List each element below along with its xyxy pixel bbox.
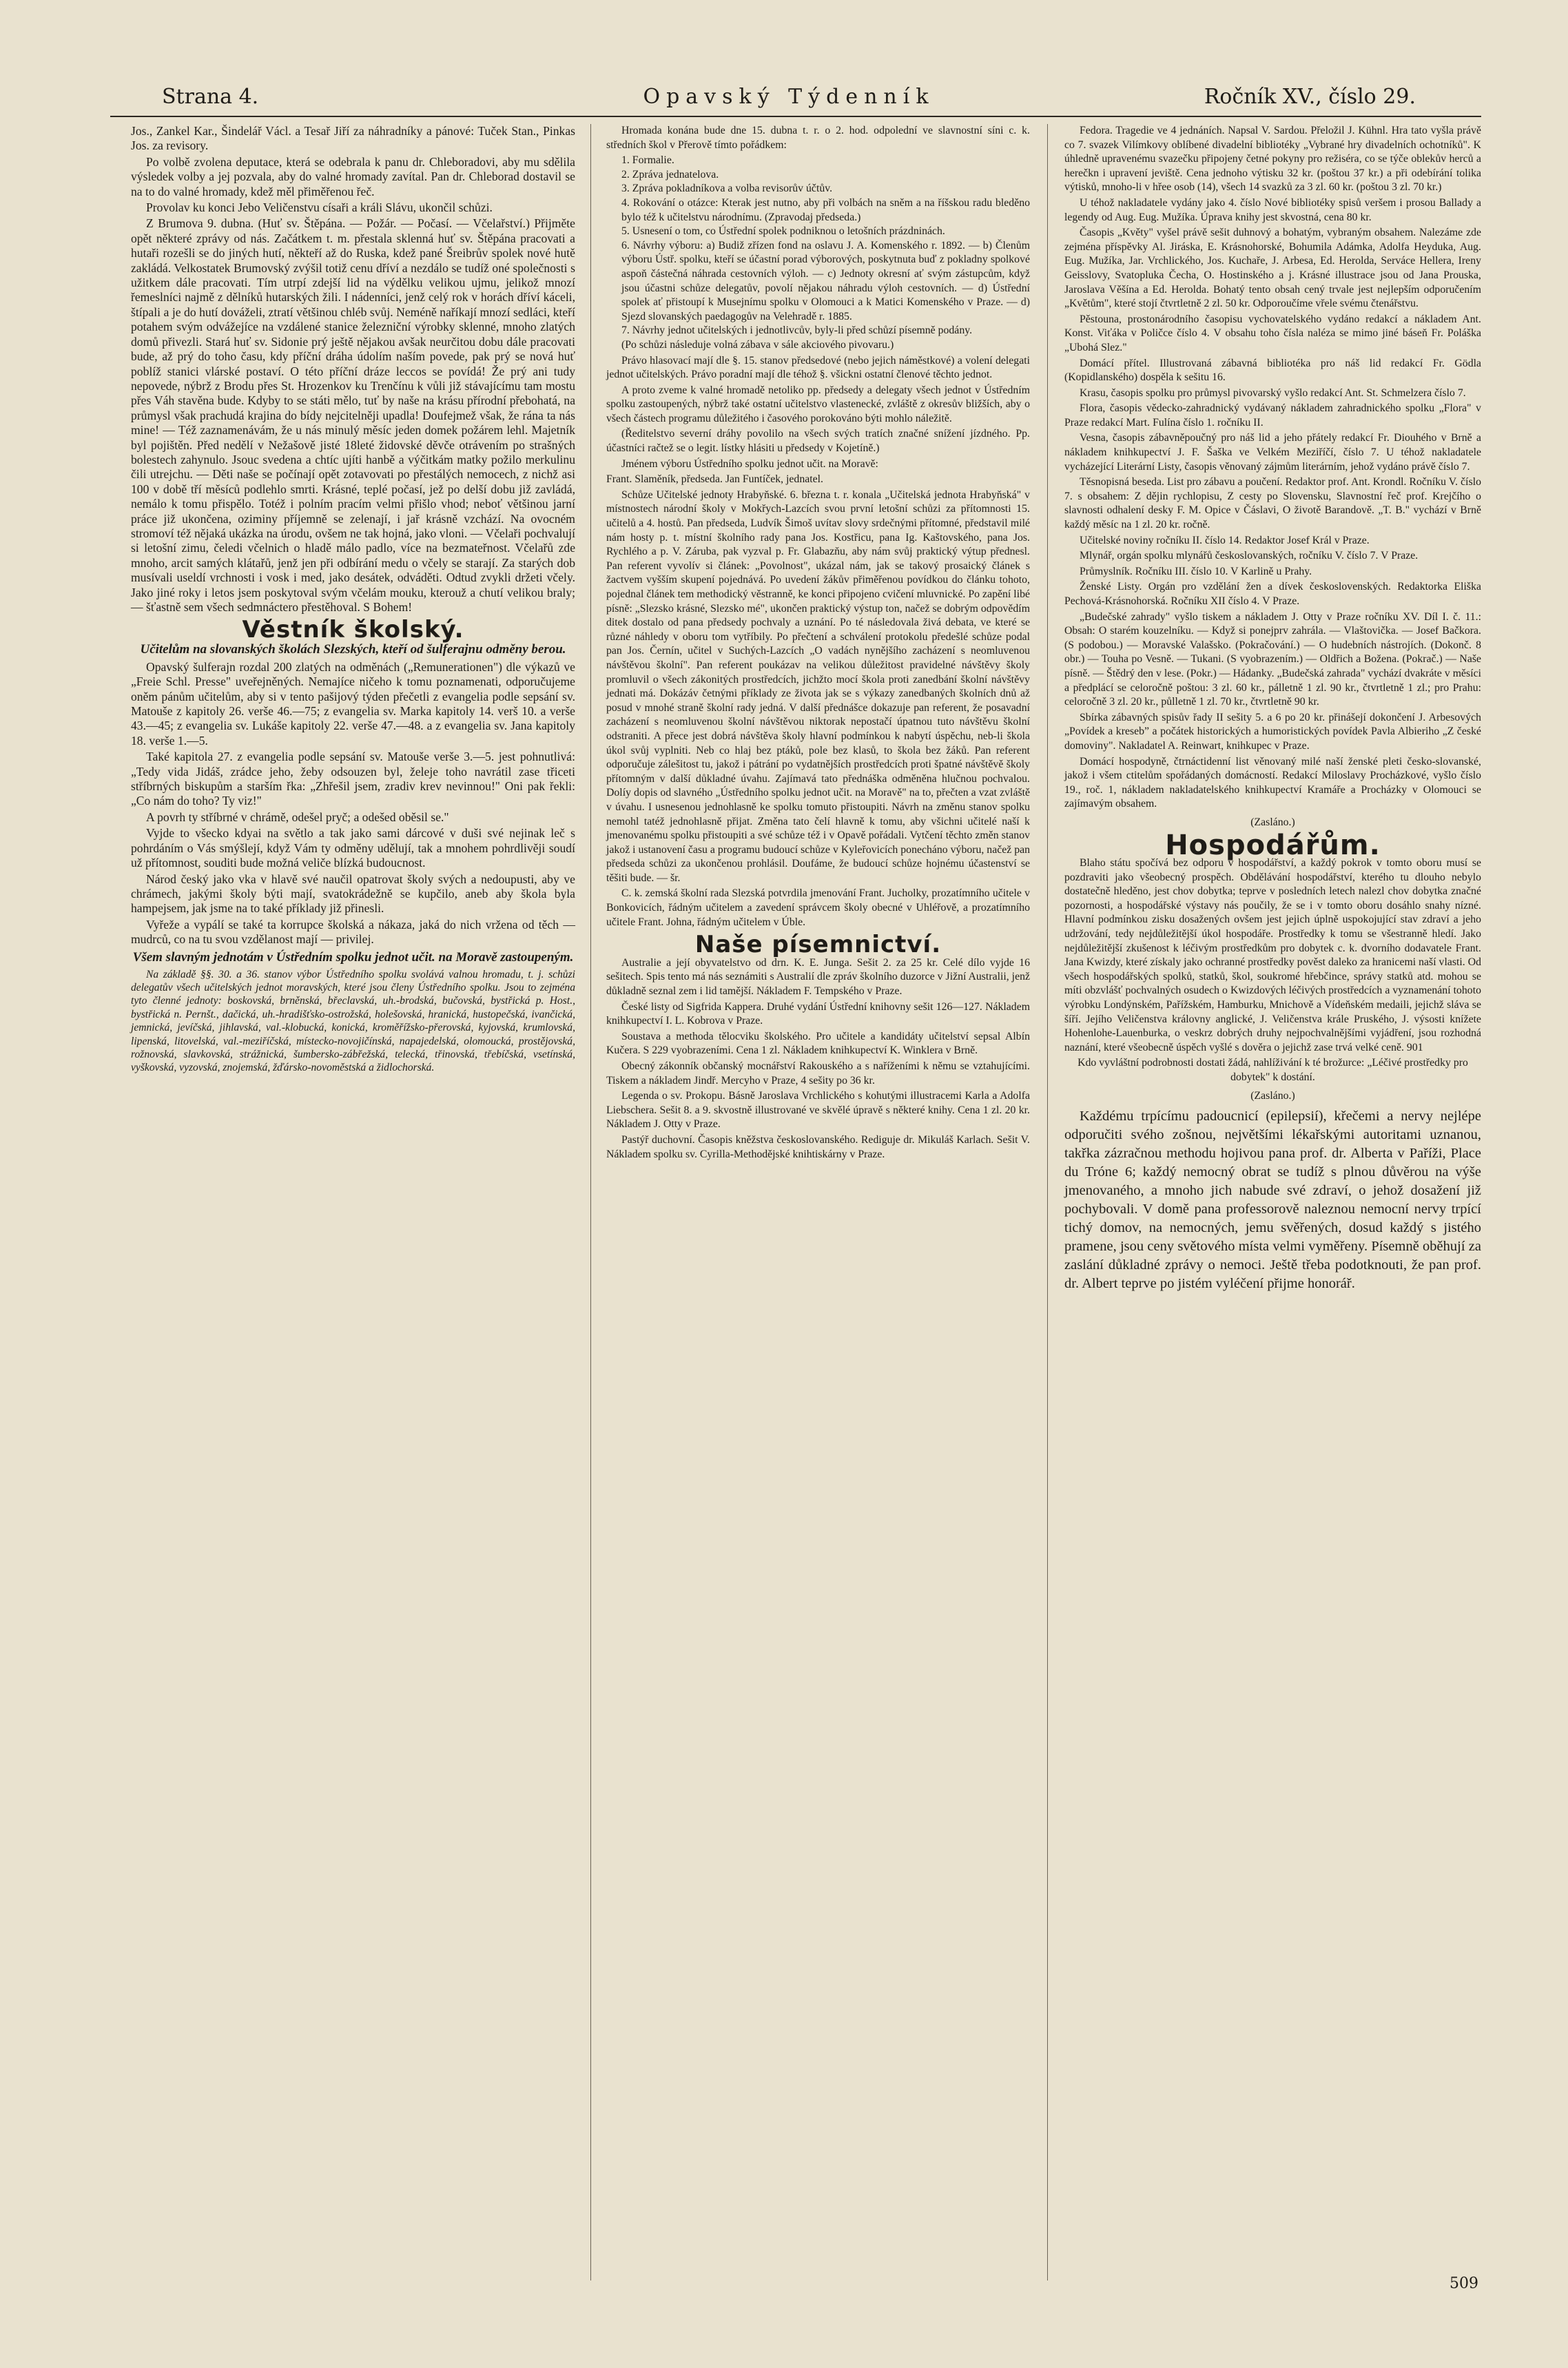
zaslano-label: (Zasláno.) (1250, 816, 1295, 828)
paragraph: Vyřeže a vypálí se také ta korrupce školská a nákaza, jaká do nich vržena od těch — mudrců, co na tu svou vzdělanost mají — privilej. (131, 917, 575, 947)
column-3 (1064, 124, 1481, 1295)
agenda-item: 1. Formalie. (621, 154, 674, 167)
issue-label: Ročník XV., číslo 29. (1204, 85, 1416, 109)
paragraph: Na základě §§. 30. a 36. stanov výbor Ústředního spolku svolává valnou hromadu, t. j. schůzi delegatův všech učitelských jednot moravských, které jsou členy Ústředního spolku. Jsou to zejména tyto členné jednoty: boskovská, brněnská, břeclavská, uh.-brodská, bučovská, bystřická p. Host., bystřická n. Pernšt., dačická, uh.-hradišťsko-ostrožská, holešovská, hranická, hustopečská, ivančická, jemnická, jevíčská, jihlavská, val.-klobucká, konická, kroměřížsko-přerovská, kyjovská, krumlovská, lipenská, litovelská, val.-meziříčská, místecko-novojičínská, napajedelská, olomoucká, prostějovská, rožnovská, slavkovská, strážnická, šumbersko-zábřežská, telecká, třinovská, třebíčská, vsetínská, vyškovská, vyzovská, znojemská, žďársko-novoměstská a židlochorská. (131, 968, 575, 1074)
paragraph: Vyjde to všecko kdyai na světlo a tak jako sami dárcové v duši své nejinak leč s pohrdáním o Vás smýšlejí, když Vám ty odměny udělují, tak a mnohem pohrdlivěji soudí už přítomnost, souditi bude možná veliče blízká budoucnost. (131, 826, 575, 870)
agenda-list (606, 154, 1030, 338)
paragraph: Sbírka zábavných spisův řady II sešity 5. a 6 po 20 kr. přinášejí dokončení J. Arbesových „Povídek a kresebˮ a počátek historických a humoristických povídek Pavla Albieriho „Z české domoviny". Nakladatel A. Reinwart, knihkupec v Praze. (1064, 711, 1481, 752)
paragraph: Právo hlasovací mají dle §. 15. stanov předsedové (nebo jejich náměstkové) a volení delegati jednot učitelských. Právo poradní mají dle téhož §. všickni ostatní členové těchto jednot. (606, 354, 1030, 381)
paragraph: České listy od Sigfrida Kappera. Druhé vydání Ústřední knihovny sešit 126—127. Nákladem knihkupectví I. L. Kobrova v Praze. (606, 1000, 1030, 1027)
column-2 (606, 124, 1030, 1163)
paragraph: Hromada konána bude dne 15. dubna t. r. o 2. hod. odpolední ve slavnostní síni c. k. středních škol v Přerově tímto pořádkem: (606, 125, 1030, 151)
agenda-item: 2. Zpráva jednatelova. (621, 168, 719, 181)
paragraph: Kdo vyvláštní podrobnosti dostati žádá, nahlíživání k té brožurce: „Léčivé prostředky pro dobytek" k dostání. (1077, 1057, 1468, 1083)
paragraph: Ženské Listy. Orgán pro vzdělání žen a dívek československých. Redaktorka Eliška Pechová-Krásnohorská. Ročníku XII číslo 4. V Praze. (1064, 581, 1481, 607)
paragraph: Flora, časopis vědecko-zahradnický vydávaný nákladem zahradnického spolku „Flora" v Praze redakcí Mart. Fulína číslo 1. ročníku II. (1064, 402, 1481, 429)
paragraph: C. k. zemská školní rada Slezská potvrdila jmenování Frant. Jucholky, prozatímního učitele v Bonkovicích, řádným učitelem a zavedení správcem školy obecné v Uhléřově, a prozatímního učitele Frant. Johna, řádným učitelem v Úble. (606, 887, 1030, 928)
paragraph: Učitelské noviny ročníku II. číslo 14. Redaktor Josef Král v Praze. (1080, 534, 1370, 546)
paragraph: (Ředitelstvo severní dráhy povolilo na všech svých tratích značné snížení jízdného. Pp. účastníci račtež se o legit. lístky hlásiti u předsedy v Kojetíně.) (606, 428, 1030, 455)
column-divider (590, 124, 591, 2281)
paragraph: Těsnopisná beseda. List pro zábavu a poučení. Redaktor prof. Ant. Krondl. Ročníku V. číslo 7. s obsahem: Z dějin rychlopisu, Z cesty po Slovensku, Slavnostní řeč prof. Krejčího o slavnosti odhalení desky F. M. Opice v Čáslavi, O životě Barandově. „T. B." vychází v Brně každý měsíc na 1 zl. 20 kr. ročně. (1064, 476, 1481, 531)
paragraph: Časopis „Květy" vyšel právě sešit duhnový a bohatým, vybraným obsahem. Nalezáme zde zejména příspěvky Al. Jiráska, E. Krásnohorské, Bohumila Adámka, Adolfa Heyduka, Aug. Eug. Mužíka, Jar. Vrchlického, Jos. Kuchaře, J. Arbesa, Ed. Herolda, Serváce Hellera, Ireny Geisslovy, Svatopluka Čecha, O. Hostinského a j. Krásné illustrace jsou od Jana Prouska, Jaroslava Věšína a Ed. Herolda. Bohatý tento obsah cený trvale jest nejlepším odporučením „Květům", které stojí čtvrtletně 2 zl. 50 kr. Odporoučíme vřele svému čtenářstvu. (1064, 227, 1481, 310)
paragraph: Pastýř duchovní. Časopis kněžstva českoslovanského. Rediguje dr. Mikuláš Karlach. Sešit V. Nákladem spolku sv. Cyrilla-Methodějské knihtiskárny v Praze. (606, 1133, 1030, 1160)
paragraph: U téhož nakladatele vydány jako 4. číslo Nové bibliotéky spisů veršem i prosou Ballady a legendy od Aug. Eug. Mužíka. Úprava knihy jest skvostná, cena 80 kr. (1064, 196, 1481, 223)
paragraph: Blaho státu spočívá bez odporu v hospodářství, a každý pokrok v tomto oboru musí se pozdraviti jako všeobecný prospěch. Obdělávání hospodářství, kterého tu dlouho nebylo dostatečně hleděno, jest chov dobytka; teprve v posledních letech nalezl chov dobytka značné pozornosti, a hospodářské výstavy nás poučily, že se i v tomto oboru dosáhlo snahy nízné. Hlavní podmínkou zisku dosažených ovšem jest jejich úplně uspokojující stav zdraví a jeho udržování, tedy nejdůležitější úkol hospodáře. Prostředky k tomu se všestranně hledí. Jako nejdůležitější zkušenost k léčivým prostředkům pro dobytek c. k. dvorního dodavatele Frant. Jana Kwizdy, které získaly jako ochranné prostředky pověst daleko za hranicemi naší vlasti. Od všech hospodářských spolků, statků, škol, soukromé hřebčince, správy statků atd. mohou se míti obzvlášť pochvalných osudech o Kwizdových léčivých prostředcích a vyznamenání tohoto výrobku Londýnském, Pařížském, Hamburku, Mnichově a Vídeňském medaili, jejichž sláva se šíří. Jejího Veličenstva královny anglické, J. Veličenstva krále Pruského, J. výsosti knížete Hohenlohe-Lauenburka, o veskrz dobrých druhy nejpochvalnějšími vyjádření, jsou rozhodná naznání, které všeobecně úspěch vyšlé s dověra o jejichž zase trvá velké ceně. 901 (1064, 857, 1481, 1053)
signature-line: Frant. Slaměník, předseda. Jan Funtíček, jednatel. (606, 473, 823, 486)
column-1 (131, 124, 575, 1076)
agenda-item: 4. Rokování o otázce: Kterak jest nutno, aby při volbách na sněm a na říšskou radu bleděno bylo též k učitelstvu národnímu. (Zpravodaj předseda.) (621, 196, 1030, 223)
paragraph: Krasu, časopis spolku pro průmysl pivovarský vyšlo redakcí Ant. St. Schmelzera číslo 7. (1080, 387, 1466, 399)
paragraph: Průmyslník. Ročníku III. číslo 10. V Karlině u Prahy. (1080, 565, 1312, 577)
section-title: Naše písemnictví. (694, 931, 942, 959)
paragraph: Národ český jako vka v hlavě své naučil opatrovat školy svých a nedoupusti, aby ve chrámech, jakými školy býti mají, svatokrádežně se kupčilo, aneb aby škola byla hampejsem, jak jsme na to také příklady již přinesli. (131, 872, 575, 916)
paragraph: Pěstouna, prostonárodního časopisu vychovatelského vydáno redakcí a nákladem Ant. Konst. Viťáka v Poličce číslo 4. V obsahu toho čísla naléza se mimo jiné báseň Fr. Poláška „Ubohá Slez." (1064, 313, 1481, 353)
paragraph: Mlynář, orgán spolku mlynářů českoslovanských, ročníku V. číslo 7. V Praze. (1080, 550, 1419, 562)
paragraph: Obecný zákonník občanský mocnářství Rakouského a s naříženími k němu se vztahujícími. Tiskem a nákladem Jindř. Mercyho v Praze, 4 sešity po 36 kr. (606, 1060, 1030, 1087)
paragraph: Jménem výboru Ústředního spolku jednot učit. na Moravě: (621, 457, 878, 470)
paragraph: Domácí přítel. Illustrovaná zábavná bibliotéka pro náš lid redakcí Fr. Gödla (Kopidlanského) dospěla k sešitu 16. (1064, 357, 1481, 384)
paragraph: Vesna, časopis zábavněpoučný pro náš lid a jeho přátely redakcí Fr. Diouhého v Brně a nákladem knihkupectví J. F. Šaška ve Velkém Meziříčí, číslo 7. U téhož nakladatele vycházející Literární Listy, časopis věnovaný zájmům literárním, jehož vydáno právě číslo 7. (1064, 432, 1481, 473)
paragraph: Po volbě zvolena deputace, která se odebrala k panu dr. Chleboradovi, aby mu sdělila výsledek volby a jej pozvala, aby do valné hromady zavítal. Pan dr. Chleborad dostavil se na to do valné hromady, kdež měl přiměřenou řeč. (131, 154, 575, 198)
paragraph: Australie a její obyvatelstvo od drn. K. E. Junga. Sešit 2. za 25 kr. Celé dílo vyjde 16 sešitech. Spis tento má nás seznámiti s Australií dle zpráv školního duzorce v Jižní Australii, jenž důkladně seznal zem i lid tamější. Nákladem F. Tempského v Praze. (606, 956, 1030, 998)
paragraph: Domácí hospodyně, čtrnáctidenní list věnovaný milé naší ženské pleti česko-slovanské, jakož i všem ctitelům spořádaných domácností. Redakcí Miloslavy Procházkové, vyšlo číslo 19., roč. 1, nákladem nakladatelského knihkupectví Kramáře a Procházky v Olomouci se zajímavým obsahem. (1064, 755, 1481, 810)
zaslano-label: (Zasláno.) (1250, 1089, 1295, 1102)
agenda-item: 5. Usnesení o tom, co Ústřední spolek podniknou o letošních prázdninách. (621, 225, 945, 238)
header-rule (110, 116, 1481, 117)
page-number: 509 (1450, 2275, 1478, 2292)
paragraph: A povrh ty stříbrné v chrámě, odešel pryč; a odešed oběsil se." (146, 810, 449, 824)
section-title: Hospodářům. (1165, 829, 1381, 861)
column-divider (1047, 124, 1048, 2281)
agenda-item: 7. Návrhy jednot učitelských i jednotlivcův, byly-li před schůzí písemně podány. (621, 325, 973, 337)
article-subhead: Učitelům na slovanských školách Slezských, kteří od šulferajnu odměny berou. (140, 641, 566, 657)
paragraph: Schůze Učitelské jednoty Hrabyňské. 6. března t. r. konala „Učitelská jednota Hrabyňská" v místnostech národní školy v Mokřych-Lazcích svou první letošní schůzi za přítomnosti 15. učitelů a 4. hostů. Pan předseda, Ludvík Šimoš uvítav slovy srdečnými přítomné, představil milé nám hosty p. t. místní školního rady pana Jos. Kostřicu, pana Ig. Kaštovského, pana Jos. Rychlého a p. V. Záruba, pak vyzval p. Fr. Glabazňu, aby nám svůj praktický výtup přednesl. Pan referent vyvolív si článek: „Povolnost", ukázal nám, jak se takový prosaický článek s žactvem vyšším skupení pojednává. Po uvedení žákův přiměřenou povídkou do článku tohoto, pojednal článek tem methodický věstranně, ke konci připojeno cvičení mluvnické. Po zapění libé písně: „Slezsko krásné, Slezsko mé", ukončen praktický výstup ton, načež se dobrým odpovědím ditek dostalo od pana předsedy pochvaly a uznání. Po té následovala živá debata, ve které se různé náhledy v oboru tom vytříbily. Po přečtení a schválení protokolu předešlé schůze podal pan Jos. Černín, učitel v Suchých-Lazcích „O vadách nynějšího zacházení s neomluvenou návštěvou školní". Pan referent poukázav na velikou důležitost pravidelné návštěvy školy promluvil o všech zákonitých prostředcích, jichžto mocí škola proti zanedbání školní návštěvy jednati má. Dokázáv četnými příklady ze života jak se s výkazy zanedbaných školních dnů až posud v mnohé straně školní rady jedná. V další přednášce dokazuje pan referent, že posavadní zacházení s neomluvenou školní návštěvou niktorak nepostačí úpatnou tuto návštěvu školní odstraniti. A přece jest dobrá návštěva školy hlavní podmínkou k nabytí úspěchu, neb-li škola úkol svůj vyplniti. Neb co hlaj bez ptáků, pole bez klasů, to škola bez žáků. Pan referent odporučuje zálešitost tu, jakož i pátrání po vydatnějších prostředcích proti špatné návštěvě školy přítomným v další důkladné úvahu. Zajímavá tato přednáška odměněna hlučnou pochvalou. Dolíy dopis od slavného „Ústředního spolku jednot učit. na Moravě" na to, přečten a vzat zvláště v úvahu. I usnesenou jednohlasně ke spolku tomuto přistoupiti. Návrh na změnu stanov spolku nemohl tatéž jednohlasně přijat. Změna tato čelí hlavně k tomu, aby všichni učitelé naší k jmenovanému spolku přistoupiti a své schůze též i v Opavě pořádali. Vytčení těchto změn stanov jakož i ustanovení času a programu budoucí schůze v Kyleřovicích ponecháno výboru, načež pan předseda schůzi za ukončenou prohlásil. Doufáme, že budoucí schůze hojnému účastenství se těšiti bude. — šr. (606, 488, 1030, 884)
paragraph: „Budečské zahrady" vyšlo tiskem a nákladem J. Otty v Praze ročníku XV. Díl I. č. 11.: Obsah: O starém kouzelníku. — Když si ponejprv zahrála. — Vlaštovička. — Josef Bačkora. (S podobou.) — Moravské Valašsko. (Pokračování.) — O hudebních nástrojích. (Dokonč. 8 obr.) — Touha po Vesně. — Tukani. (S vyobrazením.) — Oldřich a Božena. (Pokrač.) — Naše písně. — Štědrý den v lese. (Pokr.) — Hádanky. „Budečská zahrada" vychází dvakráte v měsíci a předplácí se celoročně poštou: 3 zl. 60 kr., pálletně 1 zl. 90 kr., čtvrtletně 1 zl.; pro Prahu: celoročně 3 zl. 20 kr., půlletně 1 zl. 70 kr., čtvrtletně 90 kr. (1064, 610, 1481, 708)
paragraph: Fedora. Tragedie ve 4 jednáních. Napsal V. Sardou. Přeložil J. Kühnl. Hra tato vyšla právě co 7. svazek Vilímkovy oblíbené divadelní bibliotéky „Vybrané hry divadelních ochotníků". K úhledně upravenému svazečku připojeny četné pokyny pro režiséra, co se týče oblekův herců a herečkn i upravení jeviště. Cena jednoho výtisku 32 kr. (poštou 37 kr.) a při odebírání tolika výtisků, mnoho-li v hřee osob (14), všech 14 svazků za 3 zl. 60 kr. (poštou 3 zl. 70 kr.) (1064, 125, 1481, 194)
page-header (103, 72, 1474, 121)
agenda-item: 3. Zpráva pokladníkova a volba revisorův účtův. (621, 183, 833, 195)
paragraph: Legenda o sv. Prokopu. Básně Jaroslava Vrchlického s kohutými illustracemi Karla a Adolfa Liebschera. Sešit 8. a 9. skvostně illustrované ve skvělé úpravě s některé knihy. Cena 1 zl. 20 kr. Nákladem J. Otty v Praze. (606, 1090, 1030, 1131)
paragraph: Z Brumova 9. dubna. (Huť sv. Štěpána. — Požár. — Počasí. — Včelařství.) Přijměte opět některé zprávy od nás. Začátkem t. m. přestala sklenná huť sv. Štěpána pracovati a hutaři rozešli se do jiných hutí, někteří až do Ruska, kdež pané Šreibrův spolek nové hutě zakládá. Velkostatek Brumovský zvýšil totiž cenu dříví a nezdálo se tudíž oné společnosti s užitkem dále pracovati. Tím utrpí zdejší lid na výdělku velikou ujmu, jelikož mnozí řemeslníci najmě z dělníků hutarských žili. I nádenníci, jenž celý rok v horách dříví káceli, štípali a je do hutí dováželi, ztratí většinou chléb svůj. Neméně naříkají mnozí sedláci, kteří potahem svým odvážejíce na vzdálené stanice železniční výrobky sklenné, mnoho zlatých domů přivezli. Stará huť sv. Sidonie prý ještě nějakou avšak neurčitou dobu dále pracovati bude, až prý do toho času, kdy příční dráha údolím naším povede, pak prý se nová huť poblíž stanici vlárské postaví. O této příční dráze leccos se povídá! Že prý ani tudy nepovede, nýbrž z Brodu přes St. Hrozenkov ku Trenčínu k vůli již stávajícímu tam mostu přes Váh stavěna bude. Kdyby to se státi mělo, tuť by naše na krásu přírodní přebohatá, na průmysl však prachudá krajina do bídy nejcitelněji upadla! Doufejmež však, že rána ta nás mine! — Též zaznamenávám, že u nás minulý měsíc jeden domek požárem lehl. Majetník byl pojištěn. Před nedělí v Nežašově jisté 18leté židovské děvče otrávením po strašných bolestech zahynulo. Jsouc svedena a chtíc ujíti hanbě a výčitkám matky požilo merkulinu čili utrejchu. — Děti naše se počínají opět zotavovati po přestálých nemocech, z nichž asi 100 v době tří měsíců podlehlo smrti. Krásné, teplé počasí, jež po delší dobu již zavládá, nemálo k tomu přispělo. Totéž i polním pracím velmi přišlo vhod; neboť většinou jarní práce již ukončena, oziminy příjemně se zelenají, i jař krásně vzchází. Na ovocném stromoví též nějaká ukázka na úrodu, ovšem ne tak hojná, jako vloni. — Včelaři pochvalují si letošní zimu, čeledi včelnich o hladě málo padlo, více na bezmateřnost. Včelařů zde mnoho, arcit samých klátařů, jenž jen při odbírání medu o včely se starají. Za starých dob musívali useldí vrchnosti i vosk i med, jako desátek, odváděti. Odtud zvykli držeti včely. Jako jiné roky i letos jsem poskytoval svým včelám mouku, kterouž a chutí velikou braly; — šťastně sem všech sedmnáctero přestěhoval. S Bohem! (131, 216, 575, 614)
paragraph: Opavský šulferajn rozdal 200 zlatých na odměnách („Remunerationen") dle výkazů ve „Freie Schl. Presse" uveřejněných. Nemajíce ničeho k tomu poznamenati, odporučujeme oněm pánům učitelům, aby si v tento pašijový týden přečetli z evangelia podle sepsání sv. Matouše z kapitoly 26. verše 46.—75; z evangelia sv. Marka kapitoly 14. verš 10. a verše 43.—45; z evangelia sv. Lukáše kapitoly 22. verše 47.—48. a z evangelia sv. Jana kapitoly 18. verše 1.—5. (131, 659, 575, 748)
page-label: Strana 4. (162, 85, 259, 109)
paragraph: Provolav ku konci Jebo Veličenstvu císaři a králi Slávu, ukončil schůzi. (146, 200, 493, 215)
paragraph: (Po schůzi následuje volná zábava v sále akciového pivovaru.) (621, 338, 894, 351)
newspaper-title: Opavský Týdenník (643, 85, 935, 109)
article-subhead: Všem slavným jednotám v Ústředním spolku jednot učit. na Moravě zastoupeným. (132, 949, 574, 965)
advert-paragraph: Každému trpícímu padoucnicí (epilepsií), křečemi a nervy nejlépe odporučiti svého zošnou, největšími lékařskými autoritami uznanou, takřka zázračnou methodu hojivou pana prof. dr. Alberta v Paříži, Place du Tróne 6; každý nemocný obrat se tudíž s plnou důvěrou na výše jmenovaného, a mnoho jich nabude své zdraví, o jehož dosažení již pochybovali. V domě pana professorově naleznou nemocní nervy trpící tichý domov, na nemocných, jemu svěřených, dosud každý s jistého pramene, jsou ceny světového místa velmi vyměřeny. Písemně oběhují za zaslání důkladné zprávy o nemoci. Ještě třeba podotknouti, že pan prof. dr. Albert teprve po jistém vyléčení přijme honorář. (1064, 1109, 1481, 1292)
paragraph: Jos., Zankel Kar., Šindelář Václ. a Tesař Jiří za náhradníky a pánové: Tuček Stan., Pinkas Jos. za revisory. (131, 124, 575, 153)
paragraph: Také kapitola 27. z evangelia podle sepsání sv. Matouše verše 3.—5. jest pohnutlivá: „Tedy vida Jidáš, zrádce jeho, žeby odsouzen byl, želeje toho navrátil zase třiceti stříbrných biskupům a starším řka: „Zhřešil jsem, zradiv krev nevinnou!" Oni pak řekli: „Co nám do toho? Ty viz!" (131, 750, 575, 808)
paragraph: Soustava a methoda tělocviku školského. Pro učitele a kandidáty učitelství sepsal Albín Kučera. S 229 vyobrazeními. Cena 1 zl. Nákladem knihkupectví K. Winklera v Brně. (606, 1030, 1030, 1057)
section-title: Věstník školský. (242, 616, 464, 644)
paragraph: A proto zveme k valné hromadě netoliko pp. předsedy a delegaty všech jednot v Ústředním spolku zastoupených, nýbrž také ostatní učitelstvo vlastenecké, zvláště z okresův bližších, aby o všech částech programu důležitého i časového porokováno býti mohlo náležitě. (606, 384, 1030, 424)
agenda-item: 6. Návrhy výboru: a) Budiž zřízen fond na oslavu J. A. Komenského r. 1892. — b) Členům výboru Ústř. spolku, kteří se účastní porad výborových, poskytnuta buď z pokladny spolkové aspoň částečná náhrada cestovních výloh. — c) Jednoty okresní ať svým zástupcům, když jsou účastni schůze delegatův, povolí nějakou náhradu výloh cestovních. — d) Ústřední spolek ať přistoupí k Musejnímu spolku v Olomouci a k Matici Komenského v Praze. — d) Sjezd slovanských paedagogův na Velehradě r. 1885. (621, 239, 1030, 322)
